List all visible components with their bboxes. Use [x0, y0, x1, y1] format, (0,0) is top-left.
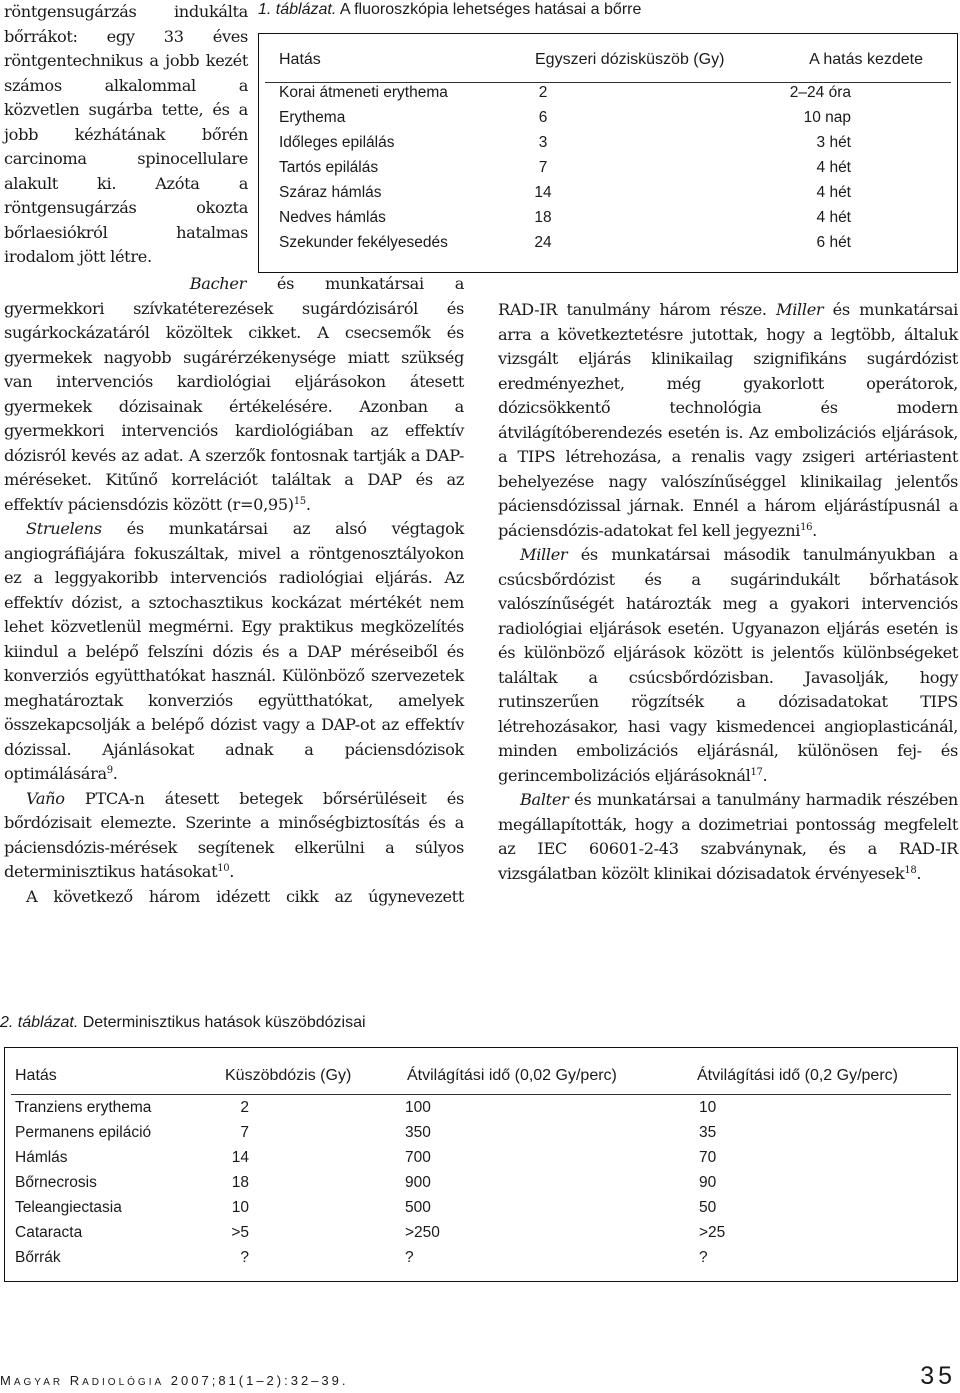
table2-cell-time-low: 700 — [405, 1149, 431, 1166]
reference-17: 17 — [750, 766, 763, 778]
table1-label: 1. táblázat. — [258, 1, 337, 18]
table2-cell-threshold: 10 — [231, 1199, 249, 1216]
table-row — [5, 1149, 957, 1174]
journal-initial-m: M — [0, 1373, 14, 1388]
reference-9: 9 — [106, 765, 113, 776]
table-row — [5, 1249, 957, 1274]
table2-cell-effect: Bőrnecrosis — [15, 1174, 97, 1191]
table1-cell-effect: Szekunder fekélyesedés — [279, 234, 448, 251]
table2-cell-threshold: >5 — [231, 1224, 249, 1241]
table2-header-threshold: Küszöbdózis (Gy) — [225, 1067, 352, 1084]
table1-cell-dose: 3 — [538, 134, 548, 151]
paragraph-vano: Vaño PTCA-n átesett betegek bőrsérüléseit és bőrdózisait elemezte. Szerinte a minőségbiztosítás és a páciensdózis-mérések segítenek elkerülni a súlyos determinisztikus hatásokat$^{10}$. — [4, 788, 464, 881]
journal-citation — [0, 1373, 349, 1388]
paragraph-miller-second-text: és munkatársai második tanulmányukban a csúcsbőrdózist és a sugárindukált bőrhatások valószínűségét határozták meg a gyakori intervenciós radiológiai eljárások esetén. Ugyanazon eljárás esetén is és különböző eljárások között is jelentős különbségeket találtak a csúcsbőrdózisban. Javasolják, hogy rutinszerűen rögzítsék a dózisadatokat TIPS létrehozásakor, hasi vagy kismedencei angioplasticánál, minden embolizációs eljárásnál, különösen fej- és gerincembolizációs eljárásoknál — [498, 545, 958, 785]
table1-cell-dose: 2 — [538, 84, 548, 101]
table2-header-time-high: Átvilágítási idő (0,2 Gy/perc) — [697, 1067, 898, 1084]
table-row — [259, 134, 957, 159]
paragraph-vano-text: PTCA-n átesett betegek bőrsérüléseit és bőrdózisait elemezte. Szerinte a minőségbiztosítás és a páciensdózis-mérések segítenek elkerülni a súlyos determinisztikus hatásokat — [4, 788, 464, 881]
table-row — [259, 84, 957, 109]
table1-cell-dose: 18 — [534, 209, 552, 226]
table1-cell-onset: 2–24 óra — [789, 84, 851, 101]
table1-caption — [258, 0, 641, 20]
paragraph-following: A következő három idézett cikk az úgynevezett — [26, 886, 464, 906]
reference-18: 18 — [904, 864, 917, 876]
table1-cell-effect: Száraz hámlás — [279, 184, 382, 201]
journal-name-magyar: AGYAR — [13, 1377, 64, 1388]
table2-cell-threshold: 14 — [231, 1149, 249, 1166]
table1-cell-effect: Nedves hámlás — [279, 209, 386, 226]
table1-cell-effect: Tartós epilálás — [279, 159, 379, 176]
table2-cell-time-high: >25 — [699, 1224, 726, 1241]
author-miller: Miller — [775, 300, 824, 319]
table2-cell-effect: Tranziens erythema — [15, 1099, 152, 1116]
table-row — [5, 1199, 957, 1224]
table2-cell-time-low: 350 — [405, 1124, 431, 1141]
table-row — [5, 1099, 957, 1124]
table2-cell-time-low: 500 — [405, 1199, 431, 1216]
table1 — [258, 33, 958, 273]
author-struelens: Struelens — [26, 519, 102, 538]
paragraph-intro-end: röntgensugárzás indukálta bőrrákot: egy 33 éves röntgentechnikus a jobb kezét számos alkalommal a közvetlen sugárba tette, és a jobb kézhátának bőrén carcinoma spinocellulare alakult ki. Azóta a röntgensugárzás okozta bőrlaesiókról hatalmas irodalom jött létre. — [4, 2, 248, 266]
table2-cell-time-low: >250 — [405, 1224, 440, 1241]
table2-header-time-low: Átvilágítási idő (0,02 Gy/perc) — [407, 1067, 617, 1084]
table2-cell-time-low: 100 — [405, 1099, 431, 1116]
table-row — [259, 234, 957, 259]
paragraph-bacher: Bacher és munkatársai a gyermekkori szívkatéterezések sugárdózisáról és sugárkockázatáról közöltek cikket. A csecsemők és gyermekek nagyobb sugárérzékenysége miatt szükség van intervenciós kardiológiai eljárásokon átesett gyermekek dózisainak értékelésére. Azonban a gyermekkori intervenciós kardiológiában az effektív dózisról kevés az adat. A szerzők fontosnak tartják a DAP-méréseket. Kitűnő korrelációt találtak a DAP és az effektív páciensdózis között (r=0,95)$^{15}$. — [4, 274, 464, 514]
table2-cell-time-low: 900 — [405, 1174, 431, 1191]
paragraph-radir-lead: RAD-IR tanulmány három része. — [498, 300, 776, 319]
table1-cell-effect: Korai átmeneti erythema — [279, 84, 448, 101]
table1-cell-dose: 14 — [534, 184, 552, 201]
table2-cell-effect: Permanens epiláció — [15, 1124, 152, 1141]
right-column — [498, 298, 958, 886]
reference-16: 16 — [800, 521, 813, 533]
journal-initial-r: R — [69, 1373, 83, 1388]
table1-title: A fluoroszkópia lehetséges hatásai a bőrre — [336, 1, 642, 18]
table1-header-divider — [265, 82, 951, 83]
table1-cell-onset: 3 hét — [816, 134, 851, 151]
author-balter: Balter — [520, 790, 569, 809]
table1-cell-dose: 7 — [538, 159, 548, 176]
table2-cell-effect: Teleangiectasia — [15, 1199, 122, 1216]
table2-cell-time-high: ? — [699, 1249, 708, 1266]
table1-cell-effect: Erythema — [279, 109, 346, 126]
paragraph-struelens: Struelens és munkatársai az alsó végtagok angiográfiájára fokuszáltak, mivel a röntgenosztályokon ez a leggyakoribb intervenciós radiológiai eljárás. Az effektív dózist, a sztochasztikus kockázat mértékét nem lehet közvetlenül megmérni. Egy praktikus megközelítés kiindul a belépő felszíni dózis és a DAP méréseiből és konverziós együtthatókat használ. Különböző szervezetek meghatároztak konverziós együtthatókat, amelyek összekapcsolják a belépő dózist vagy a DAP-ot az effektív dózissal. Ajánlásokat adnak a páciensdózisok optimálására$^9$. — [4, 519, 464, 783]
paragraph-miller-second: Miller és munkatársai második tanulmányukban a csúcsbőrdózist és a sugárindukált bőrhatások valószínűségét határozták meg a gyakori intervenciós radiológiai eljárások esetén. Ugyanazon eljárás esetén is és különböző eljárások között is jelentős különbségeket találtak a csúcsbőrdózisban. Javasolják, hogy rutinszerűen rögzítsék a dózisadatokat TIPS létrehozásakor, hasi vagy kismedencei angioplasticánál, minden embolizációs eljárásnál, különösen fej- és gerincembolizációs eljárásoknál$^{17}$. — [498, 545, 958, 785]
reference-10: 10 — [217, 863, 230, 874]
table2-cell-time-low: ? — [405, 1249, 414, 1266]
table2-header-effect: Hatás — [15, 1067, 57, 1084]
table-row — [259, 109, 957, 134]
left-column-top — [4, 0, 248, 270]
table1-header-dose: Egyszeri dózisküszöb (Gy) — [535, 51, 725, 68]
table1-cell-onset: 6 hét — [816, 234, 851, 251]
table2-cell-time-high: 10 — [699, 1099, 717, 1116]
table1-cell-onset: 10 nap — [803, 109, 851, 126]
table2-cell-threshold: ? — [240, 1249, 249, 1266]
table2-cell-threshold: 2 — [240, 1099, 249, 1116]
table2-title: Determinisztikus hatások küszöbdózisai — [78, 1014, 366, 1031]
table1-cell-dose: 24 — [534, 234, 552, 251]
table1-cell-onset: 4 hét — [816, 209, 851, 226]
table2-label: 2. táblázat. — [0, 1014, 79, 1031]
table1-cell-onset: 4 hét — [816, 184, 851, 201]
table2-cell-effect: Cataracta — [15, 1224, 83, 1241]
paragraph-struelens-text: és munkatársai az alsó végtagok angiográfiájára fokuszáltak, mivel a röntgenosztályokon ez a leggyakoribb intervenciós radiológiai eljárás. Az effektív dózist, a sztochasztikus kockázat mértékét nem lehet közvetlenül megmérni. Egy praktikus megközelítés kiindul a belépő felszíni dózis és a DAP méréseiből és konverziós együtthatókat használ. Különböző szervezetek meghatároztak konverziós együtthatókat, amelyek összekapcsolják a belépő dózist vagy a DAP-ot az effektív dózissal. Ajánlásokat adnak a páciensdózisok optimálására — [4, 519, 464, 783]
page-number: 35 — [920, 1362, 956, 1390]
table1-header-onset: A hatás kezdete — [809, 51, 923, 68]
paragraph-radir: RAD-IR tanulmány három része. Miller és munkatársai arra a következtetésre jutottak, hogy a legtöbb, általuk vizsgált eljárás klinikailag szignifikáns sugárdózist eredményezhet, még gyakorlott operátorok, dózicsökkentő technológia és modern átvilágítóberendezés esetén is. Az embolizációs eljárások, a TIPS létrehozása, a renalis vagy zsigeri artériastent behelyezése nagy valószínűséggel klinikailag jelentős páciensdózissal járnak. Ennél a három eljárástípusnál a páciensdózis-adatokat fel kell jegyezni$^{16}$. — [498, 300, 958, 540]
table1-header-effect: Hatás — [279, 51, 321, 68]
table2-cell-effect: Hámlás — [15, 1149, 68, 1166]
table1-cell-effect: Időleges epilálás — [279, 134, 395, 151]
table-row — [259, 159, 957, 184]
table2-cell-threshold: 7 — [240, 1124, 249, 1141]
author-miller-second: Miller — [520, 545, 568, 564]
table2-cell-threshold: 18 — [231, 1174, 249, 1191]
table1-cell-onset: 4 hét — [816, 159, 851, 176]
table2-cell-time-high: 35 — [699, 1124, 717, 1141]
table2-cell-effect: Bőrrák — [15, 1249, 61, 1266]
paragraph-bacher-lead — [4, 272, 246, 297]
table-row — [5, 1124, 957, 1149]
table-row — [5, 1224, 957, 1249]
paragraph-radir-text: és munkatársai arra a következtetésre jutottak, hogy a legtöbb, általuk vizsgált eljárás klinikailag szignifikáns sugárdózist eredményezhet, még gyakorlott operátorok, dózicsökkentő technológia és modern átvilágítóberendezés esetén is. Az embolizációs eljárások, a TIPS létrehozása, a renalis vagy zsigeri artériastent behelyezése nagy valószínűséggel klinikailag jelentős páciensdózissal járnak. Ennél a három eljárástípusnál a páciensdózis-adatokat fel kell jegyezni — [498, 300, 958, 540]
table2-cell-time-high: 70 — [699, 1149, 717, 1166]
journal-volume-pages: 2007;81(1–2):32–39. — [170, 1373, 349, 1388]
table2-header-divider — [11, 1094, 951, 1095]
table2-cell-time-high: 50 — [699, 1199, 717, 1216]
table-row — [259, 184, 957, 209]
paragraph-balter: Balter és munkatársai a tanulmány harmadik részében megállapították, hogy a dozimetriai pontosság megfelelt az IEC 60601-2-43 szabványnak, és a RAD-IR vizsgálatban közölt klinikai dózisadatok érvényesek$^{18}$. — [498, 790, 958, 883]
table2-cell-time-high: 90 — [699, 1174, 717, 1191]
reference-15: 15 — [293, 495, 306, 507]
left-column — [4, 272, 464, 909]
journal-name-radiologia: ADIOLÓGIA — [82, 1377, 165, 1388]
author-vano: Vaño — [26, 788, 65, 808]
author-bacher: Bacher — [189, 274, 246, 293]
table2 — [4, 1047, 958, 1282]
table1-cell-dose: 6 — [538, 109, 548, 126]
paragraph-bacher-text: és munkatársai a gyermekkori szívkatéterezések sugárdózisáról és sugárkockázatáról közöltek cikket. A csecsemők és gyermekek nagyobb sugárérzékenysége miatt szükség van intervenciós kardiológiai eljárásokon átesett gyermekek dózisainak értékelésére. Azonban a gyermekkori intervenciós kardiológiában az effektív dózisról kevés az adat. A szerzők fontosnak tartják a DAP-méréseket. Kitűnő korrelációt találtak a DAP és az effektív páciensdózis között (r=0,95) — [4, 274, 464, 514]
table-row — [259, 209, 957, 234]
table-row — [5, 1174, 957, 1199]
table2-caption — [0, 1014, 366, 1032]
paragraph-balter-text: és munkatársai a tanulmány harmadik részében megállapították, hogy a dozimetriai pontosság megfelelt az IEC 60601-2-43 szabványnak, és a RAD-IR vizsgálatban közölt klinikai dózisadatok érvényesek — [498, 790, 958, 883]
